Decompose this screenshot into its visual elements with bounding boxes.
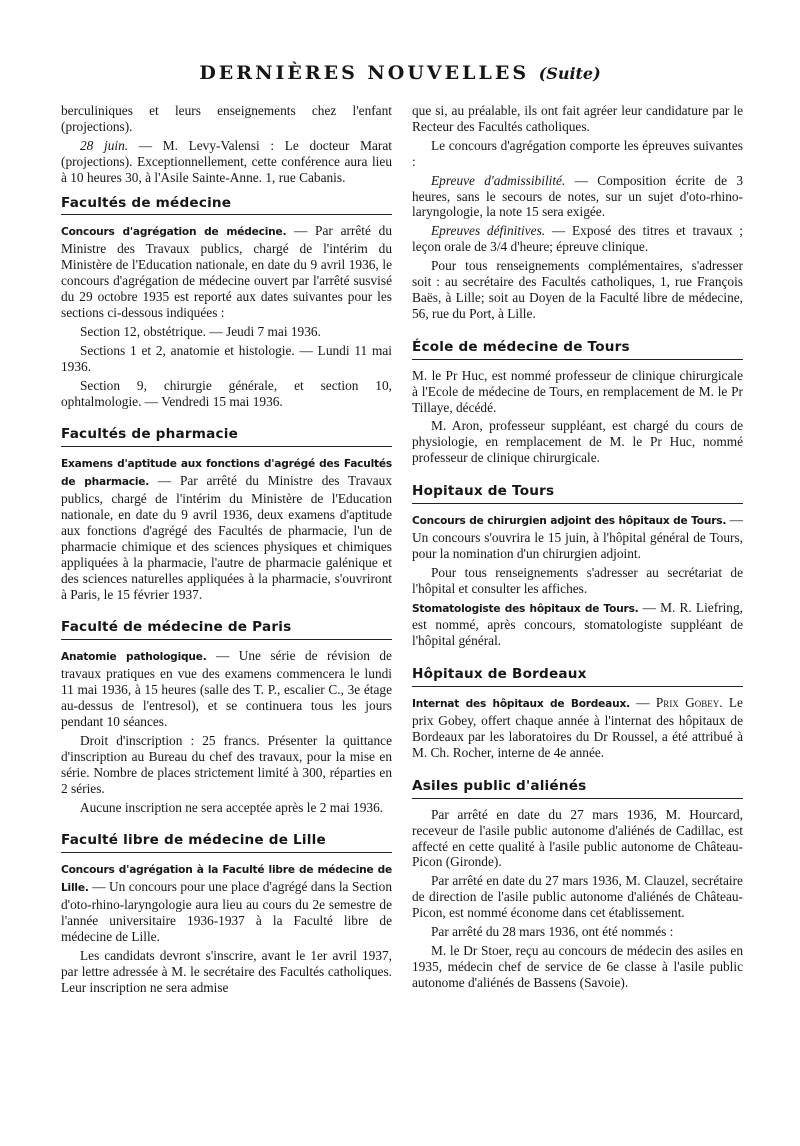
article-paragraph: M. Aron, professeur suppléant, est chargé du cours de physiologie, en remplacement de M. le Pr Huc, nommé professeur de clinique chirurgicale.	[412, 418, 743, 466]
article-lead: Stomatologiste des hôpitaux de Tours.	[412, 602, 639, 615]
article-paragraph	[412, 600, 743, 650]
article-paragraph: Par arrêté du 28 mars 1936, ont été nommés :	[431, 924, 674, 940]
article-paragraph: Section 12, obstétrique. — Jeudi 7 mai 1936.	[80, 323, 321, 339]
page-title: DERNIÈRES NOUVELLES	[199, 62, 530, 84]
intro-paragraph-2	[61, 138, 392, 186]
article-paragraph	[412, 173, 743, 221]
intro-date: 28 juin.	[80, 137, 129, 153]
article-paragraph	[61, 648, 392, 730]
epreuve-label: Epreuve d'admissibilité.	[431, 172, 566, 188]
section-heading-hopitaux-bordeaux: Hôpitaux de Bordeaux	[412, 667, 743, 687]
article-paragraph: Aucune inscription ne sera acceptée après le 2 mai 1936.	[80, 799, 384, 815]
article-lead: Concours d'agrégation de médecine.	[61, 226, 287, 239]
article-text: — Exposé des titres et travaux ; leçon orale de 3/4 d'heure; épreuve clinique.	[412, 223, 743, 255]
article-paragraph: Par arrêté en date du 27 mars 1936, M. Clauzel, secrétaire de direction de l'asile public autonome d'aliénés de Château-Picon, est nommé économe dans cet établissement.	[412, 873, 743, 921]
article-lead: Examens d'aptitude aux fonctions d'agrégé des Facultés de pharmacie.	[61, 458, 392, 489]
intro-text: — M. Levy-Valensi : Le docteur Marat (projections). Exceptionnellement, cette conférence aura lieu à 10 heures 30, à l'Asile Sainte-Anne. 1, rue Cabanis.	[61, 137, 392, 185]
article-paragraph: M. le Pr Huc, est nommé professeur de clinique chirurgicale à l'Ecole de médecine de Tours, en remplacement de M. le Pr Tillaye, décédé.	[412, 367, 743, 415]
prize-name: Prix Gobey.	[655, 695, 723, 711]
epreuve-label: Epreuves définitives.	[431, 223, 546, 239]
section-heading-facultes-pharmacie: Facultés de pharmacie	[61, 427, 392, 447]
article-paragraph	[412, 512, 743, 562]
article-paragraph	[61, 861, 392, 945]
section-heading-asiles: Asiles public d'aliénés	[412, 779, 743, 799]
section-heading-facultes-medecine: Facultés de médecine	[61, 196, 392, 216]
article-text: — Un concours pour une place d'agrégé dans la Section d'oto-rhino-laryngologie aura lieu au cours du 2e semestre de l'année universitaire 1936-1937 à la Faculté libre de médecine de Lille.	[61, 879, 392, 944]
article-paragraph: Section 9, chirurgie générale, et section 10, ophtalmologie. — Vendredi 15 mai 1936.	[61, 377, 392, 409]
article-sep: —	[629, 695, 656, 711]
article-paragraph: Les candidats devront s'inscrire, avant le 1er avril 1937, par lettre adressée à M. le secrétaire des Facultés catholiques. Leur inscription ne sera admise	[61, 947, 392, 995]
section-heading-ecole-tours: École de médecine de Tours	[412, 340, 743, 360]
article-paragraph	[412, 695, 743, 761]
article-paragraph: Pour tous renseignements s'adresser au secrétariat de l'hôpital et consulter les affiches.	[412, 564, 743, 596]
section-heading-faculte-lille: Faculté libre de médecine de Lille	[61, 833, 392, 853]
article-lead: Concours de chirurgien adjoint des hôpitaux de Tours.	[412, 515, 727, 528]
article-text: — Par arrêté du Ministre des Travaux publics, chargé de l'intérim du Ministère de l'Education nationale, en date du 9 avril 1936, deux examens d'aptitude aux fonctions d'agrégé des Facultés de pharmacie, l'un de pharmacie chimique et des sciences physiques et chimiques appliquées à la pharmacie, l'autre de pharmacie galénique et des sciences naturelles appliquées à la pharmacie, s'ouvriront à Paris, le 15 février 1937.	[61, 473, 392, 602]
article-paragraph: M. le Dr Stoer, reçu au concours de médecin des asiles en 1935, médecin chef de service de 6e classe à l'asile public autonome d'aliénés de Bassens (Savoie).	[412, 942, 743, 990]
article-lead: Internat des hôpitaux de Bordeaux.	[412, 698, 630, 711]
page-header	[0, 62, 800, 84]
section-heading-faculte-paris: Faculté de médecine de Paris	[61, 620, 392, 640]
left-column	[61, 103, 392, 999]
article-paragraph: Droit d'inscription : 25 francs. Présenter la quittance d'inscription au Bureau du chef des travaux, pour la mise en série. Nombre de places strictement limité à 300, réparties en 2 séries.	[61, 732, 392, 796]
article-paragraph	[61, 455, 392, 602]
article-text: — M. R. Liefring, est nommé, après concours, stomatologiste suppléant de l'hôpital général.	[412, 599, 743, 649]
article-paragraph	[412, 223, 743, 255]
right-column	[412, 103, 743, 994]
article-paragraph: Le concours d'agrégation comporte les épreuves suivantes :	[412, 137, 743, 169]
article-paragraph	[61, 223, 392, 320]
page-title-suite: (Suite)	[538, 64, 601, 83]
article-text: Le prix Gobey, offert chaque année à l'internat des hôpitaux de Bordeaux par les laboratoires du Dr Roussel, a été attribué à M. Ch. Rocher, interne de 4e année.	[412, 695, 743, 760]
article-text: — Par arrêté du Ministre des Travaux publics, chargé de l'intérim du Ministère de l'Education nationale, en date du 9 avril 1936, le concours d'agrégation de médecine ouvert par l'arrêté susvisé du 29 octobre 1935 est reporté aux dates suivantes pour les sections ci-dessous indiquées :	[61, 223, 392, 320]
article-text: — Composition écrite de 3 heures, sans le secours de notes, sur un sujet d'oto-rhino-laryngologie, la note 15 sera exigée.	[412, 172, 743, 220]
article-paragraph: Sections 1 et 2, anatomie et histologie. — Lundi 11 mai 1936.	[61, 342, 392, 374]
article-lead: Concours d'agrégation à la Faculté libre de médecine de Lille.	[61, 864, 392, 895]
intro-paragraph-1: berculiniques et leurs enseignements chez l'enfant (projections).	[61, 103, 392, 134]
article-paragraph: que si, au préalable, ils ont fait agréer leur candidature par le Recteur des Facultés catholiques.	[412, 103, 743, 134]
article-lead: Anatomie pathologique.	[61, 651, 207, 664]
article-text: — Un concours s'ouvrira le 15 juin, à l'hôpital général de Tours, pour la nomination d'un chirurgien adjoint.	[412, 512, 743, 561]
article-paragraph: Par arrêté en date du 27 mars 1936, M. Hourcard, receveur de l'asile public autonome d'aliénés de Cadillac, est affecté en cette qualité à l'asile public autonome de Château-Picon (Gironde).	[412, 806, 743, 870]
article-text: — Une série de révision de travaux pratiques en vue des examens commencera le lundi 11 mai 1936, à 15 heures (salle des T. P., escalier C., 3e étage au-dessus de l'entresol), et se continuera tous les jours pendant 10 séances.	[61, 648, 392, 729]
section-heading-hopitaux-tours: Hopitaux de Tours	[412, 484, 743, 504]
article-paragraph: Pour tous renseignements complémentaires, s'adresser soit : au secrétaire des Facultés catholiques, 1, rue François Baës, à Lille; soit au Doyen de la Faculté libre de médecine, 56, rue du Port, à Lille.	[412, 258, 743, 321]
